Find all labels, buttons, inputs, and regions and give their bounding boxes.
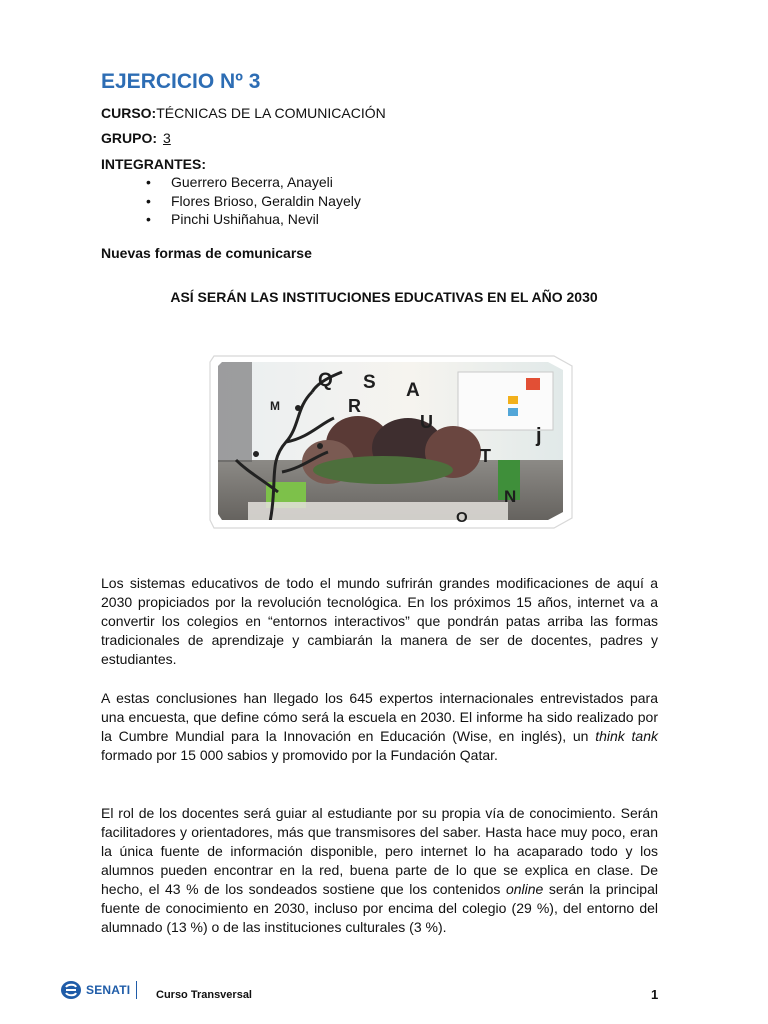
classroom-photo [208, 352, 576, 532]
article-headline: ASÍ SERÁN LAS INSTITUCIONES EDUCATIVAS EN EL AÑO 2030 [170, 289, 598, 305]
photo-letter: N [504, 487, 517, 506]
photo-letter: j [536, 425, 542, 447]
group-line [101, 130, 177, 146]
paragraph-text: formado por 15 000 sabios y promovido por la Fundación Qatar. [101, 747, 498, 763]
logo-divider [136, 981, 137, 999]
member-item: • Flores Brioso, Geraldin Nayely [146, 192, 361, 211]
photo-letter: T [480, 446, 491, 466]
paragraph-emphasis: online [505, 881, 544, 897]
photo-letter: R [348, 396, 361, 416]
course-line [101, 105, 386, 121]
senati-logo-text: SENATI [86, 983, 131, 997]
group-value: 3 [163, 130, 171, 146]
photo-letter: A [406, 380, 420, 401]
paragraph [101, 804, 658, 937]
classroom-photo-image [208, 352, 576, 532]
course-value: TÉCNICAS DE LA COMUNICACIÓN [156, 105, 386, 121]
photo-letter: M [270, 399, 280, 413]
section-title: Nuevas formas de comunicarse [101, 245, 312, 261]
footer-course: Curso Transversal [156, 989, 252, 1001]
paragraph-text: El rol de los docentes será guiar al estudiante por su propia vía de conocimiento. Serán facilitadores y orientadores, más que transmisores del saber. Hasta hace muy poco, eran la única fuente de información disponible, pero internet lo ha acaparado todo y los alumnos pueden encontrar en la red, buena parte de lo que se explica en clase. De hecho, el 43 % de los sondeados sostiene que los contenidos [101, 805, 658, 897]
senati-emblem-icon [60, 980, 82, 1000]
paragraph-text: A estas conclusiones han llegado los 645 expertos internacionales entrevistados para una encuesta, que define cómo será la escuela en 2030. El informe ha sido realizado por la Cumbre Mundial para la Innovación en Educación (Wise, en inglés), un [101, 690, 658, 744]
course-label: CURSO: [101, 105, 157, 121]
member-item: • Pinchi Ushiñahua, Nevil [146, 210, 361, 229]
paragraph: Los sistemas educativos de todo el mundo sufrirán grandes modificaciones de aquí a 2030 propiciados por la revolución tecnológica. En los próximos 15 años, internet va a convertir los colegios en “entornos interactivos” que pondrán patas arriba las formas tradicionales de aprendizaje y cambiarán la manera de ser de docentes, padres y estudiantes. [101, 575, 658, 667]
paragraph [101, 689, 658, 765]
members-label: INTEGRANTES: [101, 156, 206, 172]
photo-letter: U [420, 412, 433, 432]
photo-letter: S [363, 372, 376, 393]
paragraph-text: serán la principal fuente de conocimiento en 2030, incluso por encima del colegio (29 %), del entorno del alumnado (13 %) o de las instituciones culturales (3 %). [101, 881, 658, 935]
photo-letter: Q [318, 370, 333, 391]
document-title: EJERCICIO Nº 3 [101, 70, 261, 93]
members-list [146, 173, 361, 229]
group-label: GRUPO: [101, 130, 157, 146]
page-number: 1 [651, 987, 659, 1002]
member-item: • Guerrero Becerra, Anayeli [146, 173, 361, 192]
senati-logo [60, 978, 137, 1002]
paragraph-emphasis: think tank [595, 728, 658, 744]
photo-letter: O [456, 509, 468, 526]
